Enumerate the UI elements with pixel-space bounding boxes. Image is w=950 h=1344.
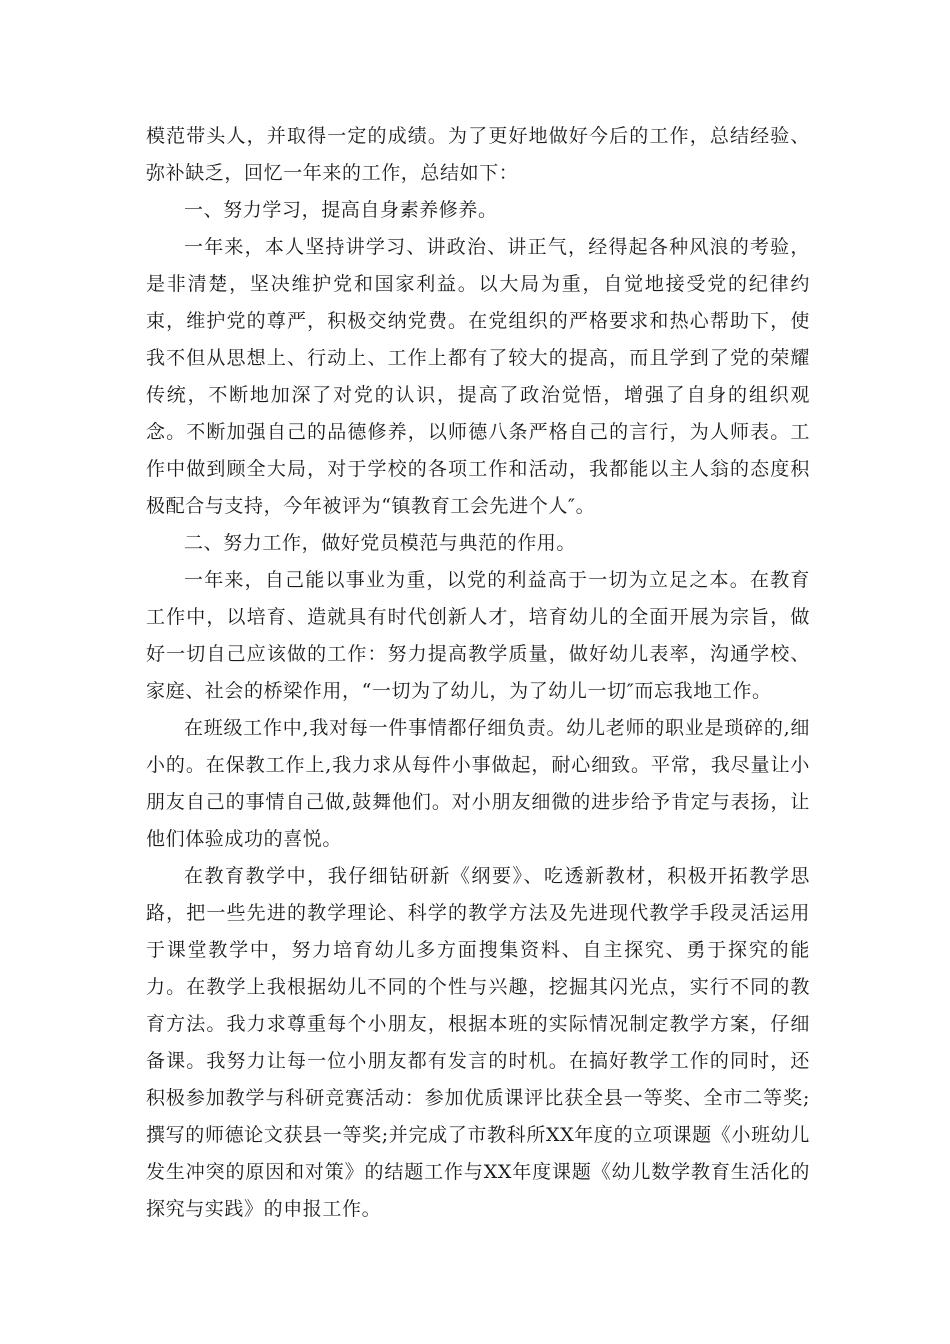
section-heading-2: 二、努力工作，做好党员模范与典范的作用。 <box>184 532 577 554</box>
section-heading-1: 一、努力学习，提高自身素养修养。 <box>184 199 498 221</box>
paragraph-class-work: 在班级工作中,我对每一件事情都仔细负责。幼儿老师的职业是琐碎的,细小的。在保教工作上,我力求从每件小事做起，耐心细致。平常，我尽量让小朋友自己的事情自己做,鼓舞他们。对小朋友细微的进步给予肯定与表扬，让他们体验成功的喜悦。 <box>146 717 810 850</box>
document-body <box>146 118 810 1228</box>
paragraph-work: 一年来，自己能以事业为重，以党的利益高于一切为立足之本。在教育工作中，以培育、造就具有时代创新人才，培育幼儿的全面开展为宗旨，做好一切自己应该做的工作：努力提高教学质量，做好幼儿表率，沟通学校、家庭、社会的桥梁作用，“一切为了幼儿，为了幼儿一切″而忘我地工作。 <box>146 569 810 702</box>
paragraph-study: 一年来，本人坚持讲学习、讲政治、讲正气，经得起各种风浪的考验，是非清楚，坚决维护党和国家利益。以大局为重，自觉地接受党的纪律约束，维护党的尊严，积极交纳党费。在党组织的严格要求和热心帮助下，使我不但从思想上、行动上、工作上都有了较大的提高，而且学到了党的荣耀传统，不断地加深了对党的认识，提高了政治觉悟，增强了自身的组织观念。不断加强自己的品德修养，以师德八条严格自己的言行，为人师表。工作中做到顾全大局，对于学校的各项工作和活动，我都能以主人翁的态度积极配合与支持，今年被评为“镇教育工会先进个人″。 <box>146 236 810 517</box>
paragraph-continuation: 模范带头人，并取得一定的成绩。为了更好地做好今后的工作，总结经验、弥补缺乏，回忆一年来的工作，总结如下： <box>146 125 810 184</box>
paragraph-teaching: 在教育教学中，我仔细钻研新《纲要》、吃透新教材，积极开拓教学思路，把一些先进的教学理论、科学的教学方法及先进现代教学手段灵活运用于课堂教学中，努力培育幼儿多方面搜集资料、自主探究、勇于探究的能力。在教学上我根据幼儿不同的个性与兴趣，挖掘其闪光点，实行不同的教育方法。我力求尊重每个小朋友，根据本班的实际情况制定教学方案，仔细备课。我努力让每一位小朋友都有发言的时机。在搞好教学工作的同时，还积极参加教学与科研竞赛活动：参加优质课评比获全县一等奖、全市二等奖;撰写的师德论文获县一等奖;并完成了市教科所XX年度的立项课题《小班幼儿发生冲突的原因和对策》的结题工作与XX年度课题《幼儿数学教育生活化的探究与实践》的申报工作。 <box>146 865 810 1220</box>
